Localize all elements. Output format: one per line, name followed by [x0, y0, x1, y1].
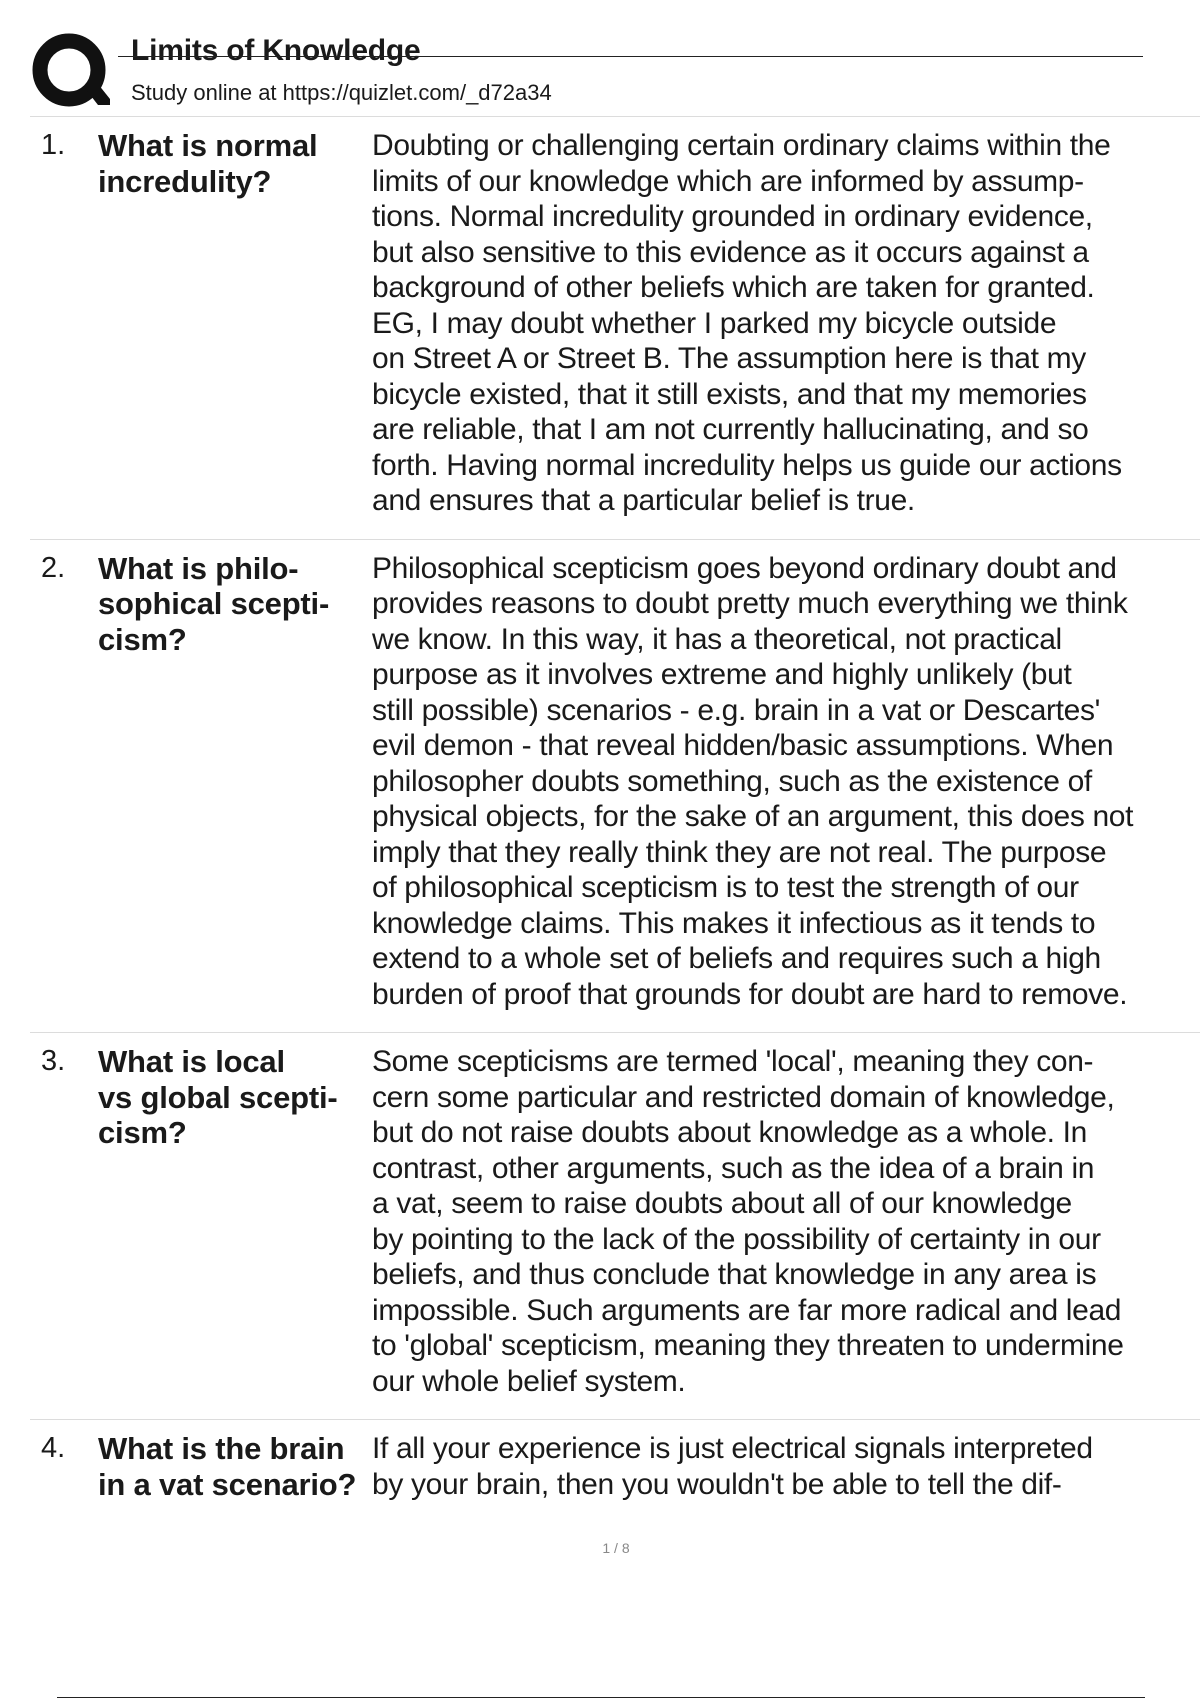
card-term: [98, 551, 372, 658]
card-term: [98, 128, 372, 199]
card-definition: [372, 551, 1190, 1013]
term-line: What is the brain: [98, 1431, 345, 1466]
card-number: 1.: [41, 129, 66, 161]
definition-line: still possible) scenarios - e.g. brain in a vat or Descartes': [372, 693, 1101, 727]
definition-line: forth. Having normal incredulity helps us guide our actions: [372, 448, 1122, 482]
card-definition: [372, 1044, 1190, 1399]
flashcard-list: [0, 117, 1200, 1522]
definition-line: If all your experience is just electrical signals interpreted: [372, 1432, 1093, 1465]
flashcard: [30, 540, 1200, 1034]
definition-line: Doubting or challenging certain ordinary claims within the: [372, 129, 1111, 162]
definition-line: imply that they really think they are not real. The purpose: [372, 835, 1107, 869]
definition-line: Philosophical scepticism goes beyond ordinary doubt and: [372, 551, 1117, 585]
definition-line: but also sensitive to this evidence as it occurs against a: [372, 235, 1089, 269]
definition-line: by pointing to the lack of the possibility of certainty in our: [372, 1222, 1101, 1256]
definition-line: impossible. Such arguments are far more radical and lead: [372, 1293, 1122, 1327]
card-number: 4.: [41, 1432, 66, 1464]
definition-line: by your brain, then you wouldn't be able to tell the dif-: [372, 1467, 1062, 1501]
definition-line: philosopher doubts something, such as the existence of: [372, 764, 1092, 798]
term-line: What is local: [98, 1044, 285, 1079]
definition-line: background of other beliefs which are taken for granted.: [372, 271, 1095, 304]
definition-line: Some scepticisms are termed 'local', meaning they con-: [372, 1045, 1094, 1078]
flashcard-row: [30, 1431, 1200, 1502]
definition-line: on Street A or Street B. The assumption here is that my: [372, 342, 1086, 375]
definition-line: beliefs, and thus conclude that knowledge in any area is: [372, 1258, 1097, 1291]
definition-line: we know. In this way, it has a theoretical, not practical: [372, 622, 1062, 656]
term-line: sophical scepti-: [98, 586, 330, 621]
card-definition: [372, 128, 1190, 519]
definition-line: knowledge claims. This makes it infectious as it tends to: [372, 906, 1096, 940]
card-number: 2.: [41, 551, 66, 584]
definition-line: and ensures that a particular belief is true.: [372, 484, 915, 517]
definition-line: burden of proof that grounds for doubt are hard to remove.: [372, 977, 1128, 1011]
term-line: cism?: [98, 1115, 187, 1150]
quizlet-q-logo-icon: [32, 33, 110, 111]
definition-line: cern some particular and restricted domain of knowledge,: [372, 1080, 1115, 1114]
flashcard-row: [30, 128, 1200, 519]
definition-line: our whole belief system.: [372, 1364, 686, 1398]
page-indicator: 1 / 8: [602, 1540, 630, 1556]
term-line: vs global scepti-: [98, 1079, 338, 1115]
definition-line: contrast, other arguments, such as the idea of a brain in: [372, 1151, 1095, 1185]
footer-rule: [57, 1697, 1145, 1698]
card-definition: [372, 1431, 1190, 1502]
flashcard: [30, 1420, 1200, 1522]
definition-line: of philosophical scepticism is to test the strength of our: [372, 871, 1079, 904]
term-line: incredulity?: [98, 163, 272, 199]
definition-line: bicycle existed, that it still exists, and that my memories: [372, 377, 1087, 411]
page-header: [0, 0, 1200, 120]
definition-line: purpose as it involves extreme and highly unlikely (but: [372, 658, 1072, 691]
flashcard: [30, 117, 1200, 540]
term-line: in a vat scenario?: [98, 1466, 357, 1502]
title-rule: [118, 56, 1143, 57]
definition-line: limits of our knowledge which are informed by assump-: [372, 164, 1084, 198]
card-number: 3.: [41, 1045, 66, 1077]
term-line: What is normal: [98, 128, 318, 163]
definition-line: but do not raise doubts about knowledge as a whole. In: [372, 1116, 1087, 1149]
definition-line: EG, I may doubt whether I parked my bicycle outside: [372, 306, 1057, 340]
flashcard-row: [30, 1044, 1200, 1399]
definition-line: evil demon - that reveal hidden/basic assumptions. When: [372, 729, 1114, 762]
definition-line: physical objects, for the sake of an argument, this does not: [372, 800, 1134, 833]
definition-line: are reliable, that I am not currently hallucinating, and so: [372, 413, 1089, 446]
definition-line: a vat, seem to raise doubts about all of our knowledge: [372, 1187, 1072, 1220]
card-term: [98, 1044, 372, 1151]
definition-line: provides reasons to doubt pretty much everything we think: [372, 587, 1128, 620]
flashcard-row: [30, 551, 1200, 1013]
term-line: cism?: [98, 621, 187, 657]
document-title: Limits of Knowledge: [131, 34, 421, 67]
flashcard: [30, 1033, 1200, 1420]
definition-line: tions. Normal incredulity grounded in ordinary evidence,: [372, 200, 1093, 233]
definition-line: to 'global' scepticism, meaning they threaten to undermine: [372, 1329, 1124, 1362]
card-term: [98, 1431, 372, 1502]
study-online-link[interactable]: Study online at https://quizlet.com/_d72a34: [131, 80, 552, 105]
term-line: What is philo-: [98, 550, 299, 586]
definition-line: extend to a whole set of beliefs and requires such a high: [372, 942, 1101, 975]
